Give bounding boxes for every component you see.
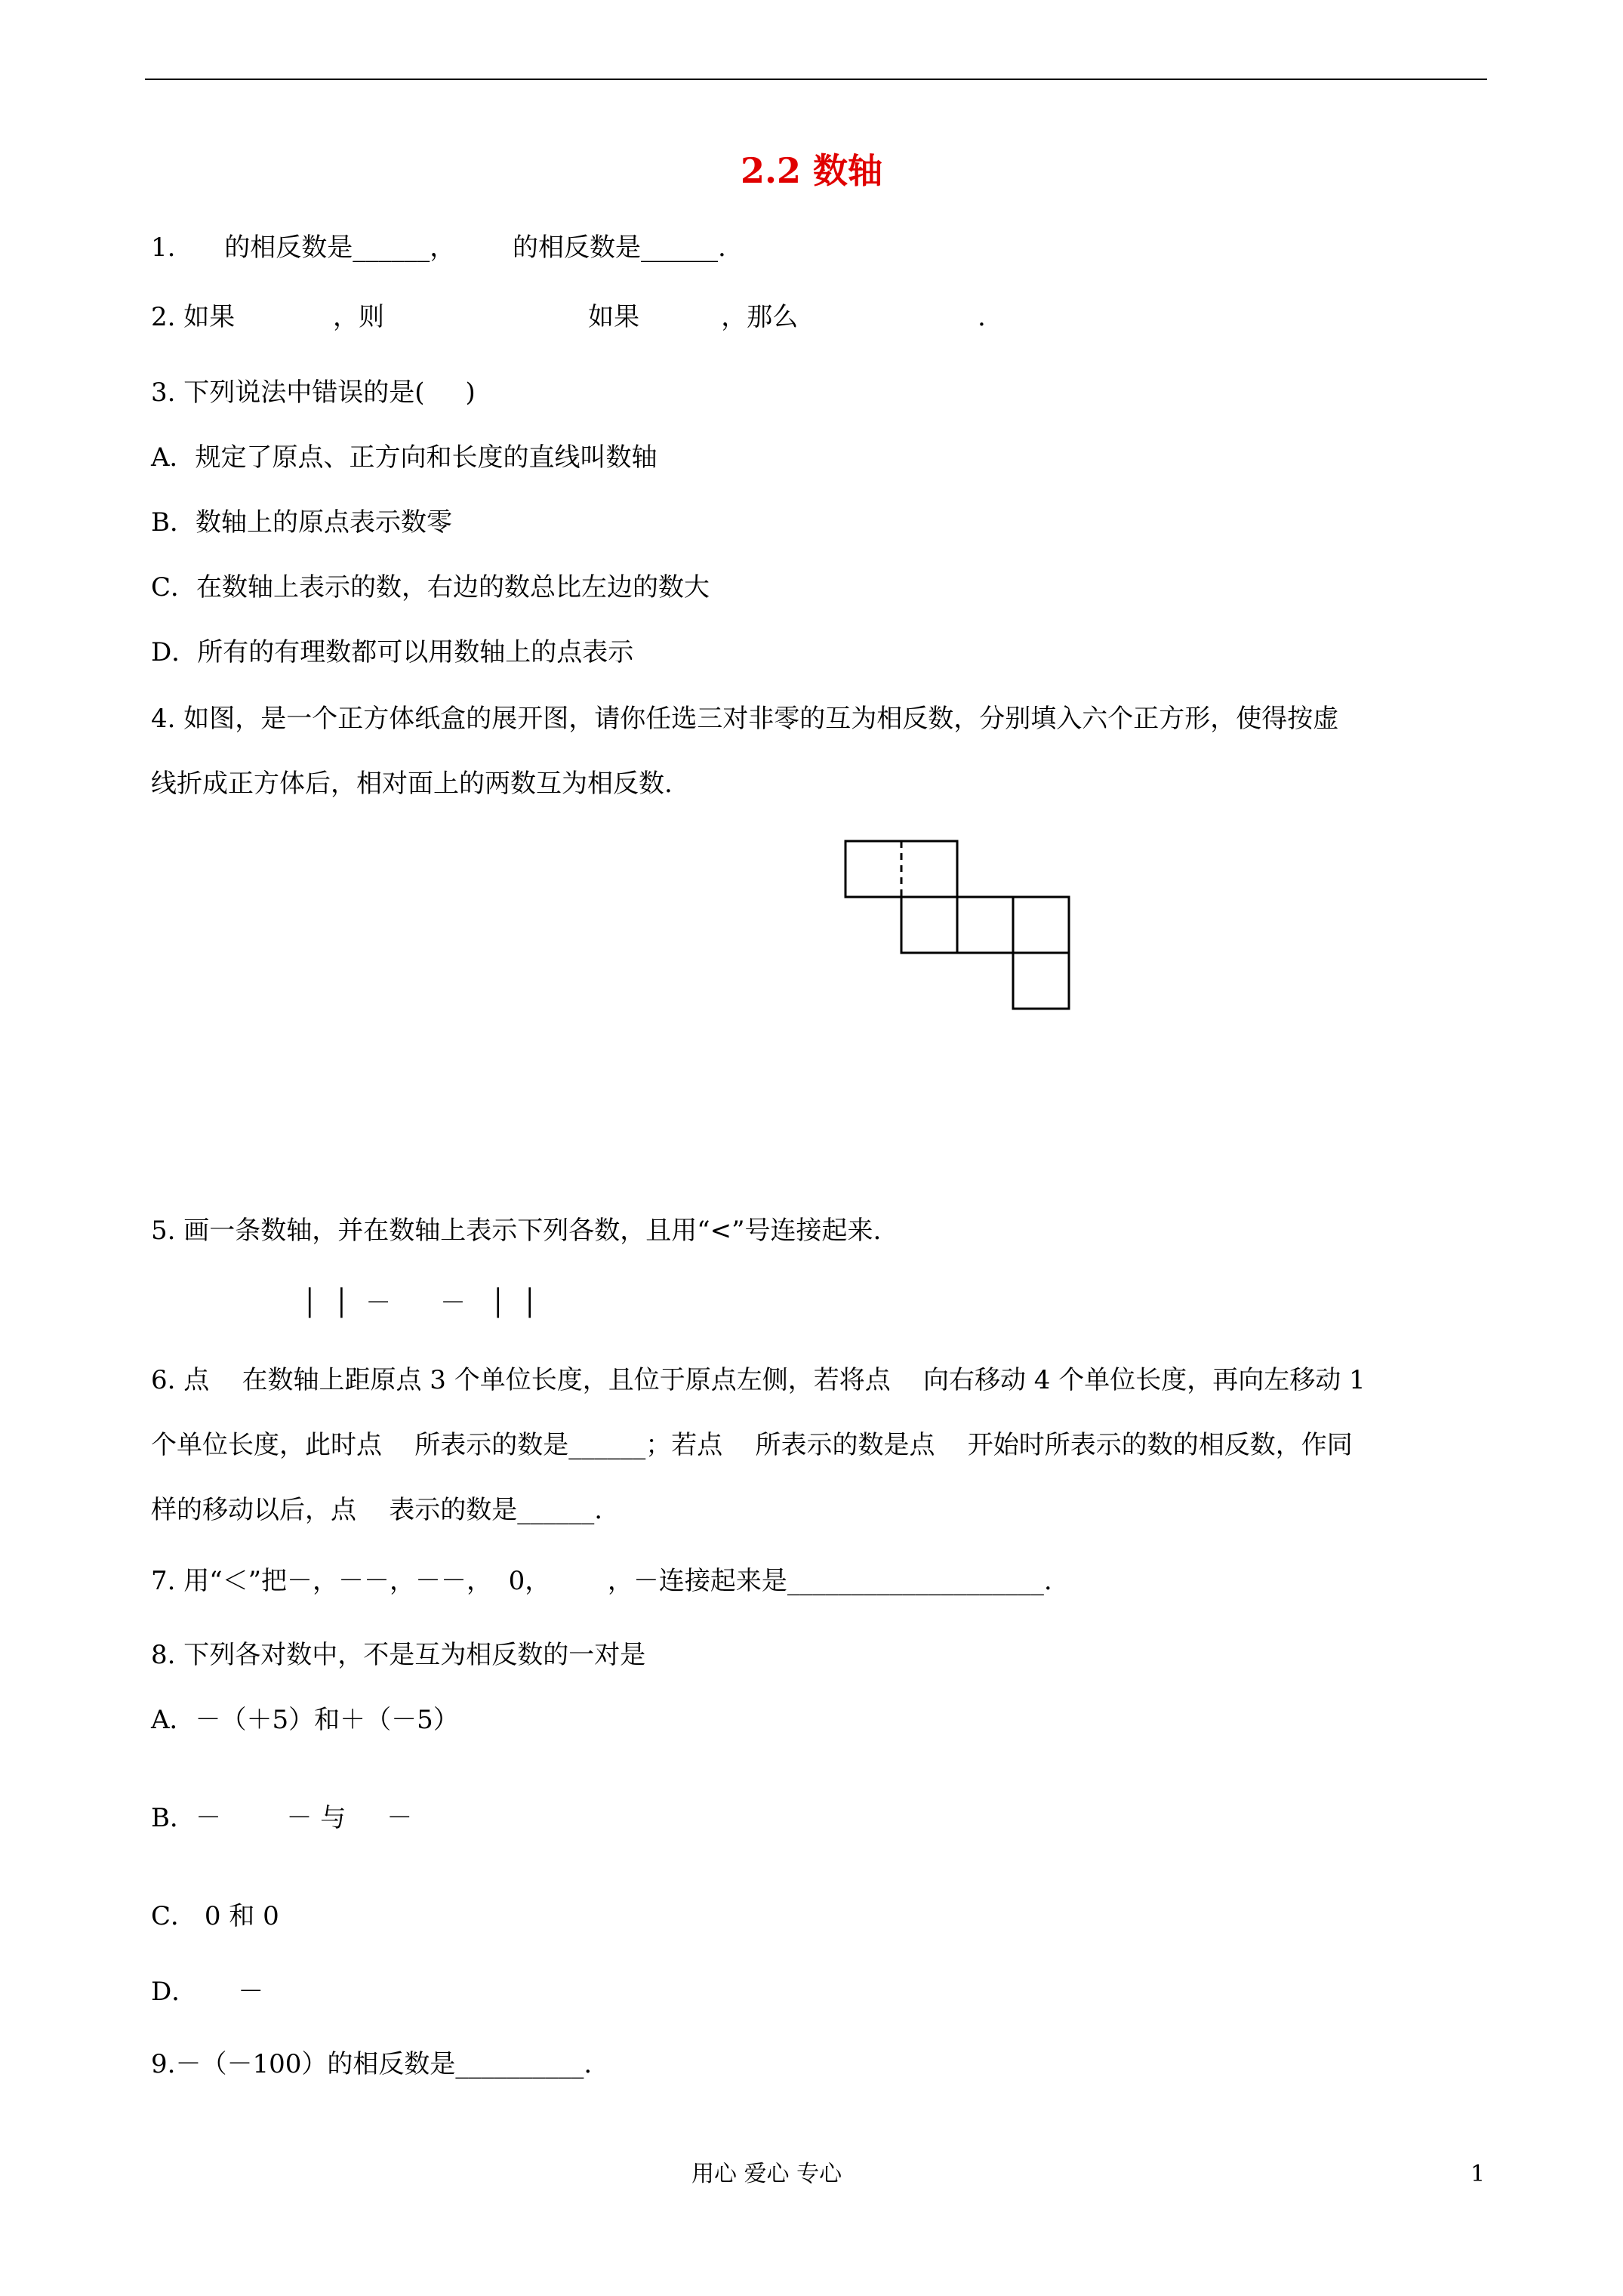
net-square-1 [845, 841, 901, 897]
page-title: 2.2 数轴 [740, 150, 883, 191]
cube-net-figure [844, 840, 1075, 1018]
question-6-line-3: 样的移动以后，点 表示的数是______. [151, 1495, 603, 1525]
question-3-option-d: D．所有的有理数都可以用数轴上的点表示 [151, 637, 634, 667]
question-7: 7. 用“＜”把－，－－，－－， 0， ，－连接起来是____________________. [151, 1566, 1052, 1596]
question-5-expression: │ │ － － │ │ [302, 1288, 537, 1318]
question-3-option-c: C．在数轴上表示的数，右边的数总比左边的数大 [151, 572, 710, 603]
question-6-line-2: 个单位长度，此时点 所表示的数是______；若点 所表示的数是点 开始时所表示的数的相反数，作同 [151, 1430, 1353, 1460]
page-number: 1 [1471, 2161, 1486, 2187]
question-3-option-b: B．数轴上的原点表示数零 [151, 507, 452, 538]
question-3-option-a: A．规定了原点、正方向和长度的直线叫数轴 [151, 442, 658, 473]
question-4-line-2: 线折成正方体后，相对面上的两数互为相反数. [151, 769, 673, 799]
question-3-stem: 3. 下列说法中错误的是( ) [151, 378, 476, 408]
net-square-6 [1013, 953, 1069, 1009]
question-9: 9.－（－100）的相反数是__________. [151, 2049, 593, 2079]
question-8-option-c: C． 0 和 0 [151, 1901, 279, 1931]
net-square-5 [1013, 897, 1069, 953]
question-8-stem: 8. 下列各对数中，不是互为相反数的一对是 [151, 1640, 646, 1670]
header-rule [145, 79, 1487, 80]
net-square-4 [957, 897, 1013, 953]
question-8-option-b: B．－ － 与 － [151, 1803, 413, 1833]
question-2: 2. 如果 ，则 如果 ，那么 . [151, 302, 986, 332]
net-square-3 [901, 897, 957, 953]
question-6-line-1: 6. 点 在数轴上距原点 3 个单位长度，且位于原点左侧，若将点 向右移动 4 个单位长度，再向左移动 1 [151, 1365, 1366, 1395]
question-1: 1. 的相反数是______， 的相反数是______. [151, 233, 726, 263]
question-8-option-d: D． － [151, 1977, 264, 2007]
question-4-line-1: 4. 如图，是一个正方体纸盒的展开图，请你任选三对非零的互为相反数，分别填入六个正方形，使得按虚 [151, 704, 1339, 734]
net-square-2 [901, 841, 957, 897]
footer-slogan: 用心 爱心 专心 [691, 2161, 842, 2187]
question-8-option-a: A．－（＋5）和＋（－5） [151, 1705, 459, 1735]
question-5-stem: 5. 画一条数轴，并在数轴上表示下列各数，且用“<”号连接起来. [151, 1216, 882, 1246]
